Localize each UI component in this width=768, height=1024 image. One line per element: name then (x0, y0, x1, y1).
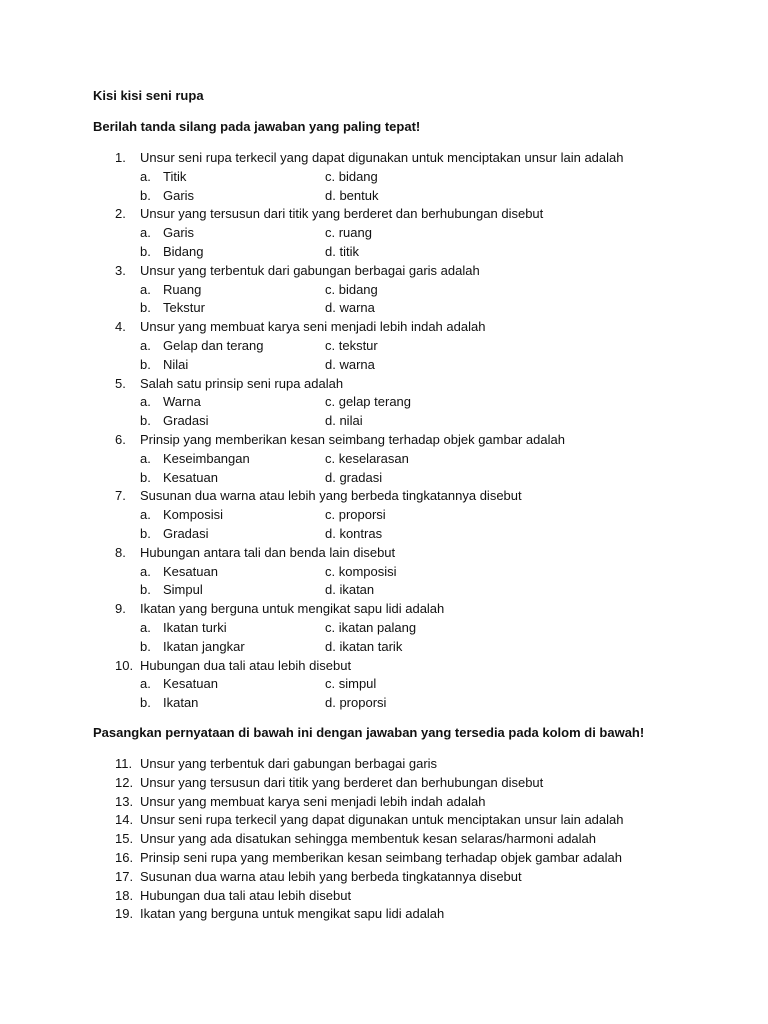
option-a-letter: a. (140, 337, 151, 353)
option-row-ac (0, 224, 768, 243)
option-c: c. simpul (325, 676, 377, 692)
option-row-bd (0, 469, 768, 488)
option-d: d. ikatan tarik (325, 638, 403, 654)
item-number: 16. (115, 849, 134, 865)
option-row-bd (0, 412, 768, 431)
option-b: Kesatuan (163, 469, 218, 485)
option-d: d. kontras (325, 525, 383, 541)
option-b: Garis (163, 187, 195, 203)
item-number: 19. (115, 906, 134, 922)
matching-item (0, 755, 768, 774)
question-text: Unsur yang membuat karya seni menjadi lebih indah adalah (140, 319, 486, 335)
option-a: Garis (163, 225, 195, 241)
option-c: c. tekstur (325, 337, 378, 353)
item-text: Unsur seni rupa terkecil yang dapat digunakan untuk menciptakan unsur lain adalah (140, 812, 624, 828)
matching-item (0, 887, 768, 906)
option-a-letter: a. (140, 281, 151, 297)
option-a: Ikatan turki (163, 619, 227, 635)
item-number: 12. (115, 774, 134, 790)
question-row (0, 600, 768, 619)
question-text: Susunan dua warna atau lebih yang berbeda tingkatannya disebut (140, 488, 522, 504)
question-text: Ikatan yang berguna untuk mengikat sapu lidi adalah (140, 601, 445, 617)
question-number: 8. (115, 544, 126, 560)
option-c: c. ruang (325, 225, 372, 241)
matching-item (0, 905, 768, 924)
option-a-letter: a. (140, 507, 151, 523)
item-text: Ikatan yang berguna untuk mengikat sapu lidi adalah (140, 906, 445, 922)
matching-item (0, 774, 768, 793)
option-c: c. proporsi (325, 507, 386, 523)
option-c: c. bidang (325, 281, 378, 297)
option-row-bd (0, 694, 768, 713)
option-d: d. ikatan (325, 582, 375, 598)
option-a: Keseimbangan (163, 450, 250, 466)
option-a-letter: a. (140, 394, 151, 410)
option-c: c. komposisi (325, 563, 397, 579)
option-row-bd (0, 525, 768, 544)
option-b-letter: b. (140, 695, 151, 711)
item-number: 18. (115, 887, 134, 903)
item-number: 11. (115, 756, 133, 771)
option-row-ac (0, 619, 768, 638)
option-c: c. keselarasan (325, 450, 409, 466)
question-row (0, 431, 768, 450)
option-b: Ikatan (163, 695, 199, 711)
option-row-ac (0, 393, 768, 412)
question-text: Unsur yang tersusun dari titik yang berderet dan berhubungan disebut (140, 206, 544, 222)
option-a: Ruang (163, 281, 202, 297)
option-b-letter: b. (140, 356, 151, 372)
document-title: Kisi kisi seni rupa (93, 88, 204, 103)
matching-item (0, 793, 768, 812)
question-number: 5. (115, 375, 126, 391)
matching-item (0, 849, 768, 868)
option-row-ac (0, 281, 768, 300)
item-number: 13. (115, 793, 134, 809)
item-text: Unsur yang terbentuk dari gabungan berbagai garis (140, 756, 438, 771)
option-d: d. bentuk (325, 187, 379, 203)
item-text: Unsur yang ada disatukan sehingga membentuk kesan selaras/harmoni adalah (140, 831, 597, 847)
option-row-bd (0, 187, 768, 206)
option-a: Kesatuan (163, 563, 218, 579)
option-row-bd (0, 356, 768, 375)
question-number: 7. (115, 488, 126, 504)
option-d: d. titik (325, 243, 359, 259)
option-b-letter: b. (140, 413, 151, 429)
option-a: Gelap dan terang (163, 337, 264, 353)
question-row (0, 318, 768, 337)
item-text: Susunan dua warna atau lebih yang berbeda tingkatannya disebut (140, 868, 522, 884)
option-row-bd (0, 243, 768, 262)
question-number: 3. (115, 262, 126, 278)
option-d: d. warna (325, 356, 375, 372)
option-a: Komposisi (163, 507, 223, 523)
option-b: Bidang (163, 243, 204, 259)
question-number: 9. (115, 601, 126, 617)
question-text: Hubungan antara tali dan benda lain disebut (140, 544, 396, 560)
option-a: Titik (163, 168, 187, 184)
option-a: Kesatuan (163, 676, 218, 692)
question-number: 6. (115, 431, 126, 447)
option-b-letter: b. (140, 300, 151, 316)
option-row-ac (0, 337, 768, 356)
item-text: Prinsip seni rupa yang memberikan kesan seimbang terhadap objek gambar adalah (140, 849, 623, 865)
option-a-letter: a. (140, 168, 151, 184)
option-row-ac (0, 675, 768, 694)
matching-list (0, 755, 768, 924)
option-b-letter: b. (140, 187, 151, 203)
item-number: 17. (115, 868, 134, 884)
multiple-choice-list (0, 149, 768, 713)
option-row-ac (0, 506, 768, 525)
option-b: Gradasi (163, 413, 209, 429)
option-b-letter: b. (140, 469, 151, 485)
item-text: Unsur yang membuat karya seni menjadi lebih indah adalah (140, 793, 486, 809)
question-text: Unsur yang terbentuk dari gabungan berbagai garis adalah (140, 262, 480, 278)
question-text: Hubungan dua tali atau lebih disebut (140, 657, 352, 673)
option-d: d. proporsi (325, 695, 387, 711)
option-row-bd (0, 299, 768, 318)
option-c: c. gelap terang (325, 394, 412, 410)
option-b-letter: b. (140, 582, 151, 598)
question-number: 2. (115, 206, 126, 222)
section2-instruction: Pasangkan pernyataan di bawah ini dengan jawaban yang tersedia pada kolom di bawah! (93, 725, 645, 740)
question-number: 10. (115, 657, 134, 673)
question-text: Prinsip yang memberikan kesan seimbang terhadap objek gambar adalah (140, 431, 565, 447)
question-row (0, 205, 768, 224)
item-number: 15. (115, 831, 134, 847)
question-number: 1. (115, 150, 126, 165)
item-number: 14. (115, 812, 134, 828)
matching-item (0, 868, 768, 887)
option-d: d. gradasi (325, 469, 383, 485)
matching-item (0, 811, 768, 830)
option-b: Nilai (163, 356, 189, 372)
option-row-ac (0, 563, 768, 582)
matching-item (0, 830, 768, 849)
option-b: Gradasi (163, 525, 209, 541)
option-c: c. bidang (325, 168, 378, 184)
question-text: Unsur seni rupa terkecil yang dapat digunakan untuk menciptakan unsur lain adalah (140, 150, 624, 165)
question-row (0, 487, 768, 506)
item-text: Hubungan dua tali atau lebih disebut (140, 887, 352, 903)
option-b-letter: b. (140, 638, 151, 654)
option-b-letter: b. (140, 525, 151, 541)
option-c: c. ikatan palang (325, 619, 417, 635)
option-b: Ikatan jangkar (163, 638, 245, 654)
item-text: Unsur yang tersusun dari titik yang berderet dan berhubungan disebut (140, 774, 544, 790)
option-b: Tekstur (163, 300, 205, 316)
question-row (0, 657, 768, 676)
question-row (0, 262, 768, 281)
option-a-letter: a. (140, 225, 151, 241)
option-b: Simpul (163, 582, 203, 598)
question-row (0, 544, 768, 563)
option-a-letter: a. (140, 619, 151, 635)
question-text: Salah satu prinsip seni rupa adalah (140, 375, 344, 391)
option-row-bd (0, 581, 768, 600)
option-a-letter: a. (140, 450, 151, 466)
question-row (0, 149, 768, 168)
question-row (0, 375, 768, 394)
option-row-bd (0, 638, 768, 657)
option-a-letter: a. (140, 676, 151, 692)
option-row-ac (0, 168, 768, 187)
option-b-letter: b. (140, 243, 151, 259)
section1-instruction: Berilah tanda silang pada jawaban yang paling tepat! (93, 119, 421, 134)
option-row-ac (0, 450, 768, 469)
question-number: 4. (115, 319, 126, 335)
option-d: d. nilai (325, 413, 363, 429)
option-a: Warna (163, 394, 201, 410)
option-d: d. warna (325, 300, 375, 316)
option-a-letter: a. (140, 563, 151, 579)
